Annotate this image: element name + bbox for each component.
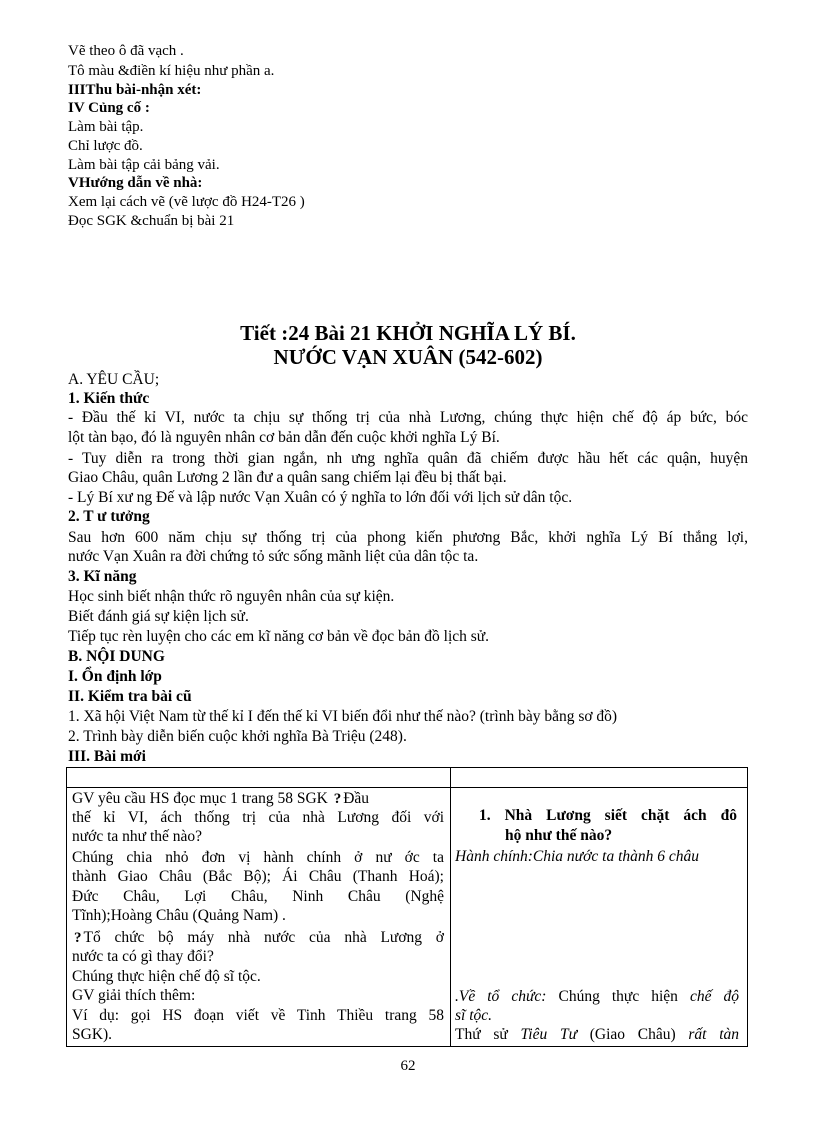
- right-ve-to-chuc: .Về tổ chức: Chúng thực hiện chế độ: [455, 988, 739, 1005]
- line-doc-sgk: Đọc SGK &chuẩn bị bài 21: [68, 213, 235, 229]
- question-2: 2. Trình bày diễn biến cuộc khởi nghĩa Bà Triệu (248).: [68, 728, 407, 745]
- line-bai-tap-bang: Làm bài tập cải bảng vải.: [68, 157, 220, 173]
- line-chi-luoc-do: Chỉ lược đồ.: [68, 138, 143, 154]
- line-xem-lai: Xem lại cách vẽ (vẽ lược đồ H24-T26 ): [68, 194, 305, 210]
- table-header-right: [451, 768, 748, 788]
- kien-thuc-1b: lột tàn bạo, đó là nguyên nhân cơ bản dẫn đến cuộc khởi nghĩa Lý Bí.: [68, 429, 500, 446]
- left-line-2: thế kỉ VI, ách thống trị của nhà Lương đối với: [72, 809, 444, 826]
- line-to-mau: Tô màu &điền kí hiệu như phần a.: [68, 63, 275, 79]
- page-number: 62: [400, 1058, 416, 1074]
- right-si-toc: sĩ tộc.: [455, 1007, 493, 1024]
- ki-nang-3: Tiếp tục rèn luyện cho các em kĩ năng cơ bản về đọc bản đồ lịch sử.: [68, 628, 490, 645]
- table-cell-activities: [67, 788, 451, 1047]
- right-thu-su: Thứ sử Tiêu Tư (Giao Châu) rất tàn: [455, 1026, 740, 1043]
- kien-thuc-1a: - Đầu thế kỉ VI, nước ta chịu sự thống trị của nhà Lương, chúng thực hiện chế độ áp bức, bóc: [68, 409, 748, 426]
- right-heading-1: 1. Nhà Lương siết chặt ách đô: [479, 807, 737, 824]
- lesson-subtitle: NƯỚC VẠN XUÂN (542-602): [273, 345, 543, 369]
- heading-huong-dan: VHướng dẫn về nhà:: [68, 175, 203, 191]
- tu-tuong-1b: nước Vạn Xuân ra đời chứng tỏ sức sống mãnh liệt của dân tộc ta.: [68, 548, 479, 565]
- kien-thuc-2a: - Tuy diễn ra trong thời gian ngắn, nh ưng nghĩa quân đã chiếm được hầu hết các quận, huyện: [68, 450, 748, 467]
- heading-on-dinh-lop: I. Ổn định lớp: [68, 668, 162, 685]
- lesson-table: [66, 767, 748, 1047]
- heading-noi-dung: B. NỘI DUNG: [68, 648, 165, 665]
- left-line-8: ? Tổ chức bộ máy nhà nước của nhà Lương ở: [74, 929, 444, 946]
- kien-thuc-2b: Giao Châu, quân Lương 2 lần đư a quân sang chiếm lại đều bị thất bại.: [68, 469, 507, 486]
- heading-cung-co: IV Củng cố :: [68, 100, 150, 116]
- table-header-left: [67, 768, 451, 788]
- ki-nang-1: Học sinh biết nhận thức rõ nguyên nhân của sự kiện.: [68, 588, 395, 605]
- heading-kien-thuc: 1. Kiến thức: [68, 390, 150, 407]
- left-line-5: thành Giao Châu (Bắc Bộ); Ái Châu (Thanh Hoá);: [72, 868, 444, 885]
- right-heading-2: hộ như thế nào?: [505, 827, 613, 844]
- left-line-10: Chúng thực hiện chế độ sĩ tộc.: [72, 968, 261, 985]
- line-lam-bai-tap: Làm bài tập.: [68, 119, 144, 135]
- left-line-13: SGK).: [72, 1026, 113, 1043]
- ki-nang-2: Biết đánh giá sự kiện lịch sử.: [68, 608, 249, 625]
- heading-thu-bai: IIIThu bài-nhận xét:: [68, 82, 202, 98]
- heading-kiem-tra: II. Kiểm tra bài cũ: [68, 688, 192, 705]
- left-line-4: Chúng chia nhỏ đơn vị hành chính ở nư ớc ta: [72, 849, 444, 866]
- left-line-6: Đức Châu, Lợi Châu, Ninh Châu (Nghệ: [72, 888, 444, 905]
- section-yeu-cau: A. YÊU CẦU;: [68, 371, 160, 388]
- question-1: 1. Xã hội Việt Nam từ thế kỉ I đến thế kỉ VI biến đổi như thế nào? (trình bày bằng sơ đồ): [68, 708, 618, 725]
- kien-thuc-3: - Lý Bí xư ng Đế và lập nước Vạn Xuân có ý nghĩa to lớn đối với lịch sử dân tộc.: [68, 489, 573, 506]
- question-mark-icon: ?: [74, 930, 82, 946]
- left-line-9: nước ta có gì thay đổi?: [72, 948, 214, 965]
- heading-bai-moi: III. Bài mới: [68, 748, 146, 765]
- question-mark-icon: ?: [333, 791, 342, 807]
- left-line-3: nước ta như thế nào?: [72, 828, 203, 845]
- left-line-11: GV giải thích thêm:: [72, 987, 196, 1004]
- table-cell-content: [451, 788, 748, 1047]
- right-hanh-chinh: Hành chính:Chia nước ta thành 6 châu: [455, 848, 700, 865]
- lesson-title: Tiết :24 Bài 21 KHỞI NGHĨA LÝ BÍ.: [240, 321, 576, 345]
- heading-tu-tuong: 2. T ư tưởng: [68, 508, 150, 525]
- heading-ki-nang: 3. Kĩ năng: [68, 568, 137, 585]
- tu-tuong-1a: Sau hơn 600 năm chịu sự thống trị của phong kiến phương Bắc, khởi nghĩa Lý Bí thắng lợi,: [68, 529, 748, 546]
- line-ve-theo: Vẽ theo ô đã vạch .: [68, 43, 184, 59]
- left-line-12: Ví dụ: gọi HS đoạn viết về Tinh Thiều trang 58: [72, 1007, 444, 1024]
- left-line-1: GV yêu cầu HS đọc mục 1 trang 58 SGK ? Đầu: [72, 790, 370, 807]
- left-line-7: Tĩnh);Hoàng Châu (Quảng Nam) .: [72, 907, 286, 924]
